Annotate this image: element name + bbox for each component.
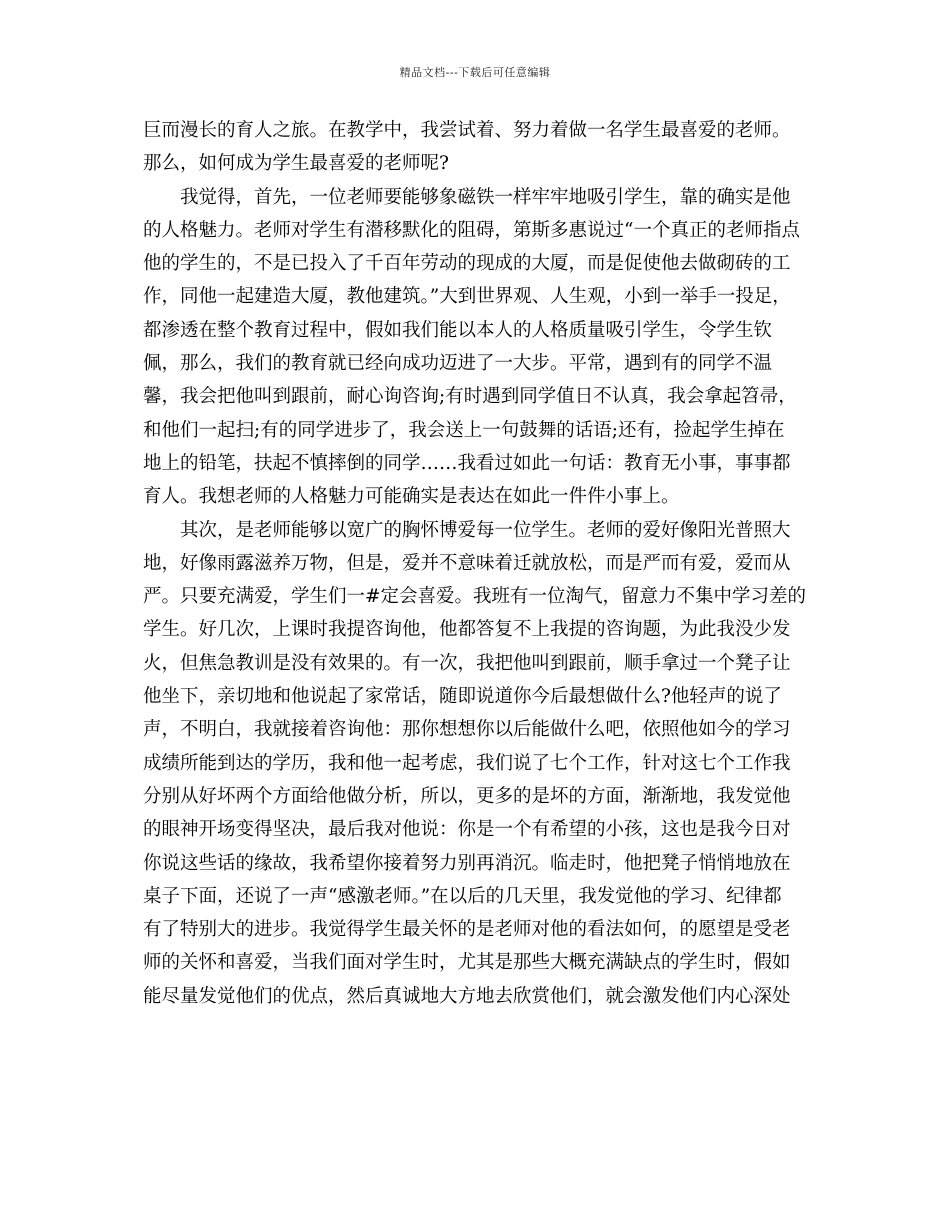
text-line: 馨，我会把他叫到跟前，耐心询咨询;有时遇到同学值日不认真，我会拿起笤帚， bbox=[143, 386, 797, 408]
text-line: 有了特别大的进步。我觉得学生最关怀的是老师对他的看法如何，的愿望是受老 bbox=[143, 919, 791, 941]
text-line: 那么，如何成为学生最喜爱的老师呢? bbox=[143, 153, 449, 175]
text-line: 师的关怀和喜爱，当我们面对学生时，尤其是那些大概充满缺点的学生时，假如 bbox=[143, 952, 791, 974]
text-line: 佩，那么，我们的教育就已经向成功迈进了一大步。平常，遇到有的同学不温 bbox=[143, 353, 773, 375]
text-line: 分别从好坏两个方面给他做分析，所以，更多的是坏的方面，渐渐地，我发觉他 bbox=[143, 785, 791, 807]
text-line: 火，但焦急教训是没有效果的。有一次，我把他叫到跟前，顺手拿过一个凳子让 bbox=[143, 652, 791, 674]
text-line: 成绩所能到达的学历，我和他一起考虑，我们说了七个工作，针对这七个工作我 bbox=[143, 752, 791, 774]
text-line: 能尽量发觉他们的优点，然后真诚地大方地去欣赏他们，就会激发他们内心深处 bbox=[143, 985, 791, 1007]
text-line: 他的学生的，不是已投入了千百年劳动的现成的大厦，而是促使他去做砌砖的工 bbox=[143, 253, 791, 275]
text-line: 都渗透在整个教育过程中，假如我们能以本人的人格质量吸引学生，令学生钦 bbox=[143, 319, 773, 341]
text-line: 作，同他一起建造大厦，教他建筑。”大到世界观、人生观，小到一举手一投足， bbox=[143, 286, 791, 308]
text-line: 育人。我想老师的人格魅力可能确实是表达在如此一件件小事上。 bbox=[143, 486, 680, 508]
text-line: 桌子下面，还说了一声“感激老师。”在以后的几天里，我发觉他的学习、纪律都 bbox=[143, 885, 782, 907]
text-line: 巨而漫长的育人之旅。在教学中，我尝试着、努力着做一名学生最喜爱的老师。 bbox=[143, 120, 791, 141]
text-line: 的人格魅力。老师对学生有潜移默化的阻碍，第斯多惠说过“一个真正的老师指点 bbox=[143, 219, 800, 241]
document-body bbox=[143, 114, 807, 1013]
text-line: 学生。好几次，上课时我提咨询他，他都答复不上我提的咨询题，为此我没少发 bbox=[143, 619, 791, 641]
text-line: 严。只要充满爱，学生们一#定会喜爱。我班有一位淘气，留意力不集中学习差的 bbox=[143, 586, 807, 608]
text-line: 地上的铅笔，扶起不慎摔倒的同学……我看过如此一句话：教育无小事，事事都 bbox=[143, 452, 791, 474]
text-line: 其次，是老师能够以宽广的胸怀博爱每一位学生。老师的爱好像阳光普照大 bbox=[143, 519, 791, 541]
text-line: 我觉得，首先，一位老师要能够象磁铁一样牢牢地吸引学生，靠的确实是他 bbox=[143, 186, 791, 208]
text-line: 的眼神开场变得坚决，最后我对他说：你是一个有希望的小孩，这也是我今日对 bbox=[143, 819, 791, 841]
text-line: 和他们一起扫;有的同学进步了，我会送上一句鼓舞的话语;还有，捡起学生掉在 bbox=[143, 419, 785, 441]
text-line: 地，好像雨露滋养万物，但是，爱并不意味着迁就放松，而是严而有爱，爱而从 bbox=[143, 552, 791, 574]
page-header: 精品文档---下载后可任意编辑 bbox=[399, 66, 551, 79]
text-line: 他坐下，亲切地和他说起了家常话，随即说道你今后最想做什么?他轻声的说了 bbox=[143, 686, 782, 708]
text-line: 声，不明白，我就接着咨询他：那你想想你以后能做什么吧，依照他如今的学习 bbox=[143, 719, 791, 741]
text-line: 你说这些话的缘故，我希望你接着努力别再消沉。临走时，他把凳子悄悄地放在 bbox=[143, 852, 791, 874]
